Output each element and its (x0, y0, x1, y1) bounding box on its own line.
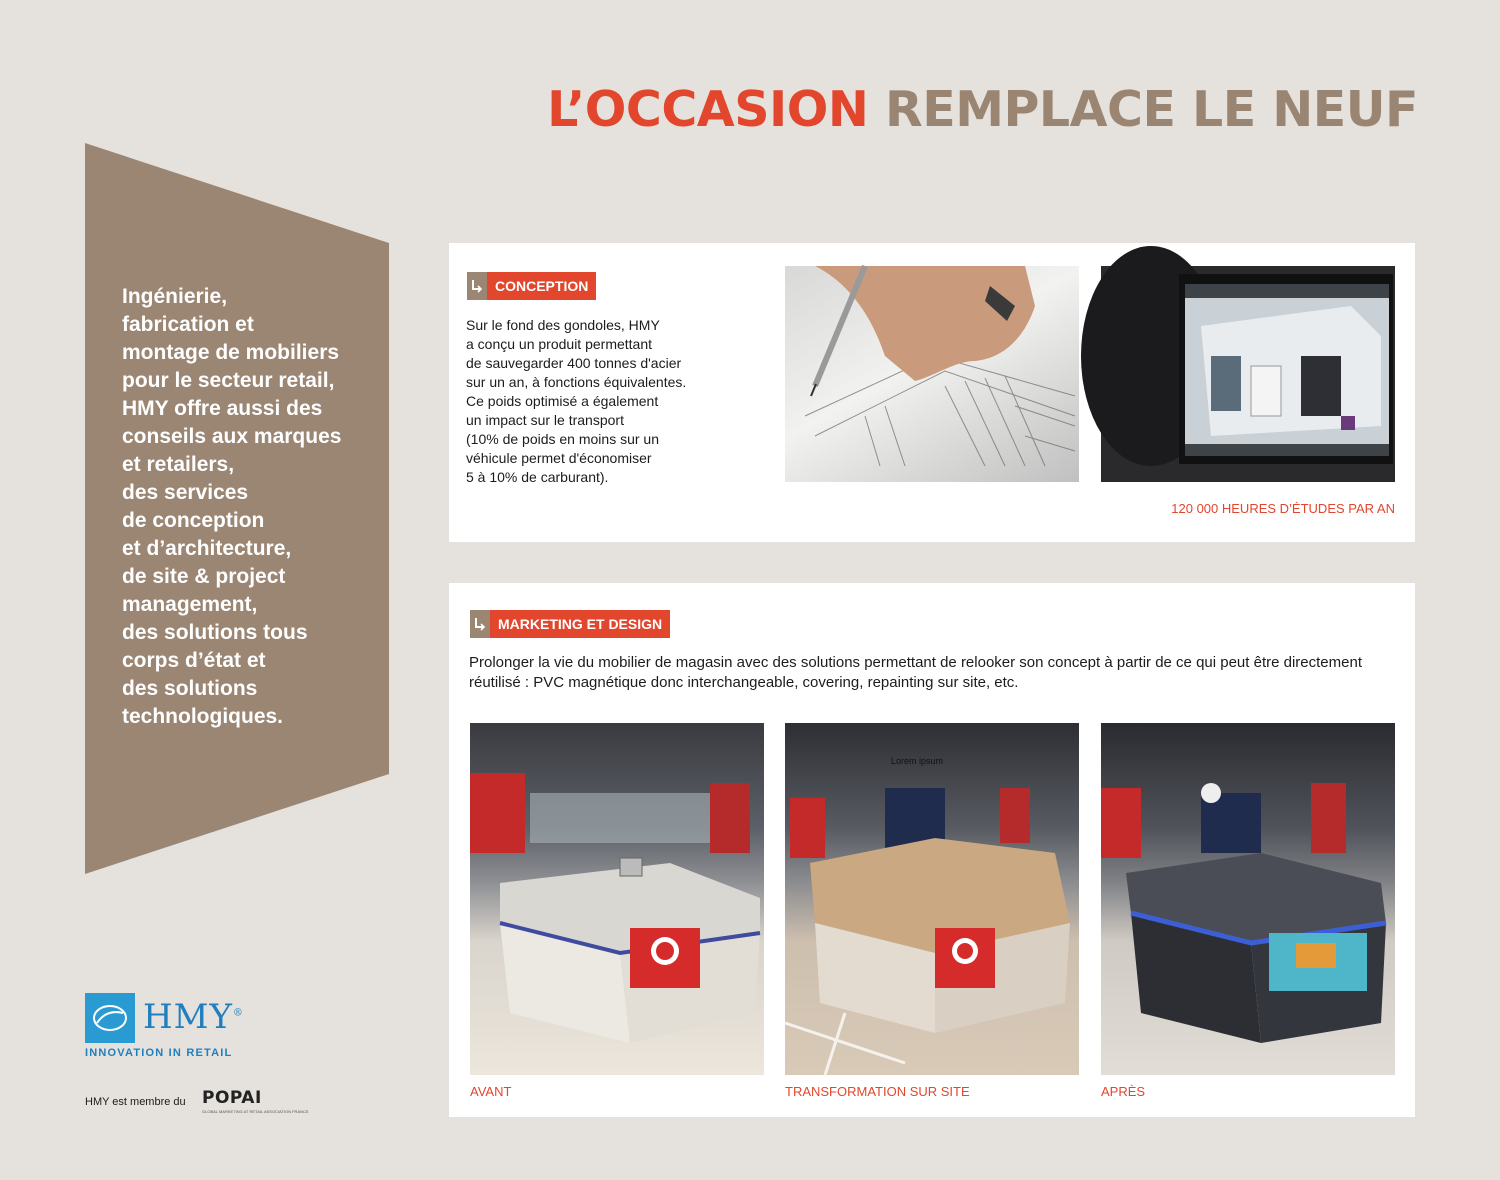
hmy-logo-text: HMY® (143, 997, 244, 1037)
conception-text: Sur le fond des gondoles, HMY a conçu un produit permettant de sauvegarder 400 tonnes d'acier sur un an, à fonctions équivalentes. Ce poids optimisé a également un impact sur le transport (10% de poids en moins sur un véhicule permet d'économiser 5 à 10% de carburant). (466, 317, 687, 485)
marketing-text: Prolonger la vie du mobilier de magasin avec des solutions permettant de relooker son concept à partir de ce qui peut être directement réutilisé : PVC magnétique donc interchangeable, covering, repainting sur site, etc. (469, 654, 1362, 691)
conception-tag-label: CONCEPTION (487, 272, 596, 300)
corner-arrow-icon (470, 610, 490, 638)
conception-card (449, 243, 1415, 542)
member-text: HMY est membre du (85, 1096, 186, 1108)
photo-overlay-text: Lorem ipsum (891, 756, 944, 766)
caption-after: APRÈS (1101, 1084, 1146, 1099)
checkout-after-photo (1101, 723, 1395, 1075)
marketing-tag-label: MARKETING ET DESIGN (490, 610, 670, 638)
caption-before: AVANT (470, 1084, 512, 1099)
title-part-2: REMPLACE LE NEUF (884, 81, 1418, 138)
checkout-before-photo (470, 723, 764, 1075)
marketing-card (449, 583, 1415, 1117)
page-title (547, 80, 1418, 140)
conception-tag (467, 272, 596, 300)
checkout-transformation-photo (785, 723, 1079, 1075)
corner-arrow-icon (467, 272, 487, 300)
popai-logo-subtitle: GLOBAL MARKETING AT RETAIL ASSOCIATION FRANCE (202, 1109, 309, 1114)
marketing-tag (470, 610, 670, 638)
caption-transformation: TRANSFORMATION SUR SITE (785, 1084, 970, 1099)
popai-logo (202, 1088, 309, 1120)
hmy-logo-mark (85, 993, 135, 1043)
conception-caption: 120 000 HEURES D’ÉTUDES PAR AN (1171, 501, 1395, 516)
cad-screen-photo (1101, 266, 1395, 482)
hmy-logo (85, 993, 245, 1063)
popai-logo-text: POPAI (202, 1088, 262, 1108)
side-panel-text: Ingénierie, fabrication et montage de mobiliers pour le secteur retail, HMY offre aussi des conseils aux marques et retailers, des services de conception et d’architecture, de site & project management, des solutions tous corps d’état et des solutions technologiques. (122, 285, 342, 728)
title-part-1: L’OCCASION (547, 81, 869, 138)
drawing-hand-photo (785, 266, 1079, 482)
hmy-logo-tagline: INNOVATION IN RETAIL (85, 1047, 233, 1059)
